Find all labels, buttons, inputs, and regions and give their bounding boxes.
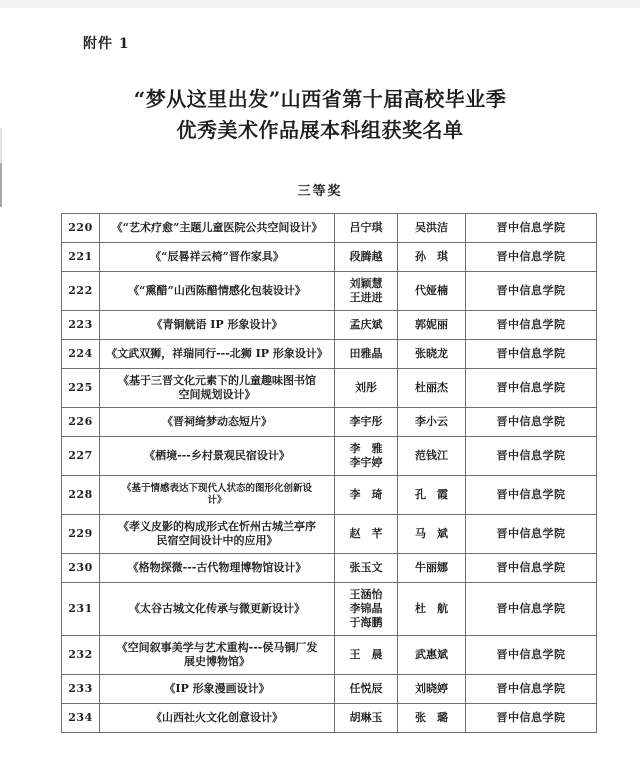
- school-name: 晋中信息学院: [466, 369, 597, 408]
- author-names: 田雅晶: [335, 340, 398, 369]
- advisor-names: 武惠斌: [398, 636, 466, 675]
- section-title: 三等奖: [297, 184, 343, 199]
- author-names: 赵 芊: [335, 515, 398, 554]
- advisor-names: 范钱江: [398, 437, 466, 476]
- school-name: 晋中信息学院: [466, 311, 597, 340]
- artwork-title: 《孝义皮影的构成形式在忻州古城兰亭序 民宿空间设计中的应用》: [100, 515, 335, 554]
- row-number: 224: [62, 340, 100, 369]
- artwork-title: 《“辰晷祥云椅”晋作家具》: [100, 243, 335, 272]
- artwork-title: 《青铜觥语 IP 形象设计》: [100, 311, 335, 340]
- author-names: 王 晨: [335, 636, 398, 675]
- row-number: 227: [62, 437, 100, 476]
- table-row: [62, 583, 597, 636]
- school-name: 晋中信息学院: [466, 340, 597, 369]
- author-names: 李 琦: [335, 476, 398, 515]
- artwork-title: 《太谷古城文化传承与微更新设计》: [100, 583, 335, 636]
- table-row: [62, 476, 597, 515]
- table-row: [62, 369, 597, 408]
- artwork-title: 《“艺术疗愈”主题儿童医院公共空间设计》: [100, 214, 335, 243]
- row-number: 229: [62, 515, 100, 554]
- author-names: 刘彤: [335, 369, 398, 408]
- table-row: [62, 272, 597, 311]
- advisor-names: 李小云: [398, 408, 466, 437]
- advisor-names: 孙 琪: [398, 243, 466, 272]
- school-name: 晋中信息学院: [466, 583, 597, 636]
- author-names: 孟庆斌: [335, 311, 398, 340]
- author-names: 王涵怡 李锦晶 于海鹏: [335, 583, 398, 636]
- school-name: 晋中信息学院: [466, 636, 597, 675]
- advisor-names: 杜丽杰: [398, 369, 466, 408]
- award-table: [61, 213, 596, 733]
- school-name: 晋中信息学院: [466, 437, 597, 476]
- row-number: 233: [62, 675, 100, 704]
- row-number: 234: [62, 704, 100, 733]
- advisor-names: 代娅楠: [398, 272, 466, 311]
- row-number: 225: [62, 369, 100, 408]
- artwork-title: 《文武双狮，祥瑞同行---北狮 IP 形象设计》: [100, 340, 335, 369]
- row-number: 230: [62, 554, 100, 583]
- advisor-names: 孔 霞: [398, 476, 466, 515]
- award-table-grid: [61, 213, 597, 733]
- author-names: 吕宁琪: [335, 214, 398, 243]
- school-name: 晋中信息学院: [466, 515, 597, 554]
- row-number: 228: [62, 476, 100, 515]
- school-name: 晋中信息学院: [466, 408, 597, 437]
- school-name: 晋中信息学院: [466, 243, 597, 272]
- row-number: 221: [62, 243, 100, 272]
- row-number: 226: [62, 408, 100, 437]
- table-row: [62, 340, 597, 369]
- artwork-title: 《IP 形象漫画设计》: [100, 675, 335, 704]
- author-names: 刘颖慧 王进进: [335, 272, 398, 311]
- school-name: 晋中信息学院: [466, 554, 597, 583]
- school-name: 晋中信息学院: [466, 272, 597, 311]
- author-names: 任悦辰: [335, 675, 398, 704]
- author-names: 李 雅 李宇婷: [335, 437, 398, 476]
- table-row: [62, 243, 597, 272]
- table-row: [62, 408, 597, 437]
- row-number: 223: [62, 311, 100, 340]
- school-name: 晋中信息学院: [466, 214, 597, 243]
- row-number: 231: [62, 583, 100, 636]
- attachment-label: 附件 1: [83, 36, 130, 52]
- table-row: [62, 214, 597, 243]
- advisor-names: 牛丽娜: [398, 554, 466, 583]
- artwork-title: 《山西社火文化创意设计》: [100, 704, 335, 733]
- artwork-title: 《格物探微---古代物理博物馆设计》: [100, 554, 335, 583]
- table-row: [62, 311, 597, 340]
- advisor-names: 刘晓婷: [398, 675, 466, 704]
- row-number: 220: [62, 214, 100, 243]
- row-number: 222: [62, 272, 100, 311]
- artwork-title: 《基于情感表达下现代人状态的图形化创新设 计》: [100, 476, 335, 515]
- table-row: [62, 636, 597, 675]
- advisor-names: 张晓龙: [398, 340, 466, 369]
- artwork-title: 《晋祠绮梦动态短片》: [100, 408, 335, 437]
- author-names: 段腾越: [335, 243, 398, 272]
- table-row: [62, 704, 597, 733]
- artwork-title: 《“熏醋”山西陈醋情感化包装设计》: [100, 272, 335, 311]
- advisor-names: 杜 航: [398, 583, 466, 636]
- row-number: 232: [62, 636, 100, 675]
- artwork-title: 《栖境---乡村景观民宿设计》: [100, 437, 335, 476]
- school-name: 晋中信息学院: [466, 476, 597, 515]
- author-names: 李宇彤: [335, 408, 398, 437]
- table-row: [62, 515, 597, 554]
- page-title: [0, 84, 640, 146]
- artwork-title: 《基于三晋文化元素下的儿童趣味图书馆 空间规划设计》: [100, 369, 335, 408]
- page-title-line2: 优秀美术作品展本科组获奖名单: [176, 118, 464, 142]
- school-name: 晋中信息学院: [466, 675, 597, 704]
- page-title-line1: “梦从这里出发”山西省第十届高校毕业季: [133, 87, 507, 111]
- advisor-names: 郭妮丽: [398, 311, 466, 340]
- table-row: [62, 437, 597, 476]
- advisor-names: 马 斌: [398, 515, 466, 554]
- table-row: [62, 675, 597, 704]
- advisor-names: 张 璐: [398, 704, 466, 733]
- author-names: 胡琳玉: [335, 704, 398, 733]
- table-row: [62, 554, 597, 583]
- scan-top-edge-artifact: [0, 0, 640, 8]
- author-names: 张玉文: [335, 554, 398, 583]
- advisor-names: 吴洪洁: [398, 214, 466, 243]
- artwork-title: 《空间叙事美学与艺术重构---侯马铜厂发 展史博物馆》: [100, 636, 335, 675]
- school-name: 晋中信息学院: [466, 704, 597, 733]
